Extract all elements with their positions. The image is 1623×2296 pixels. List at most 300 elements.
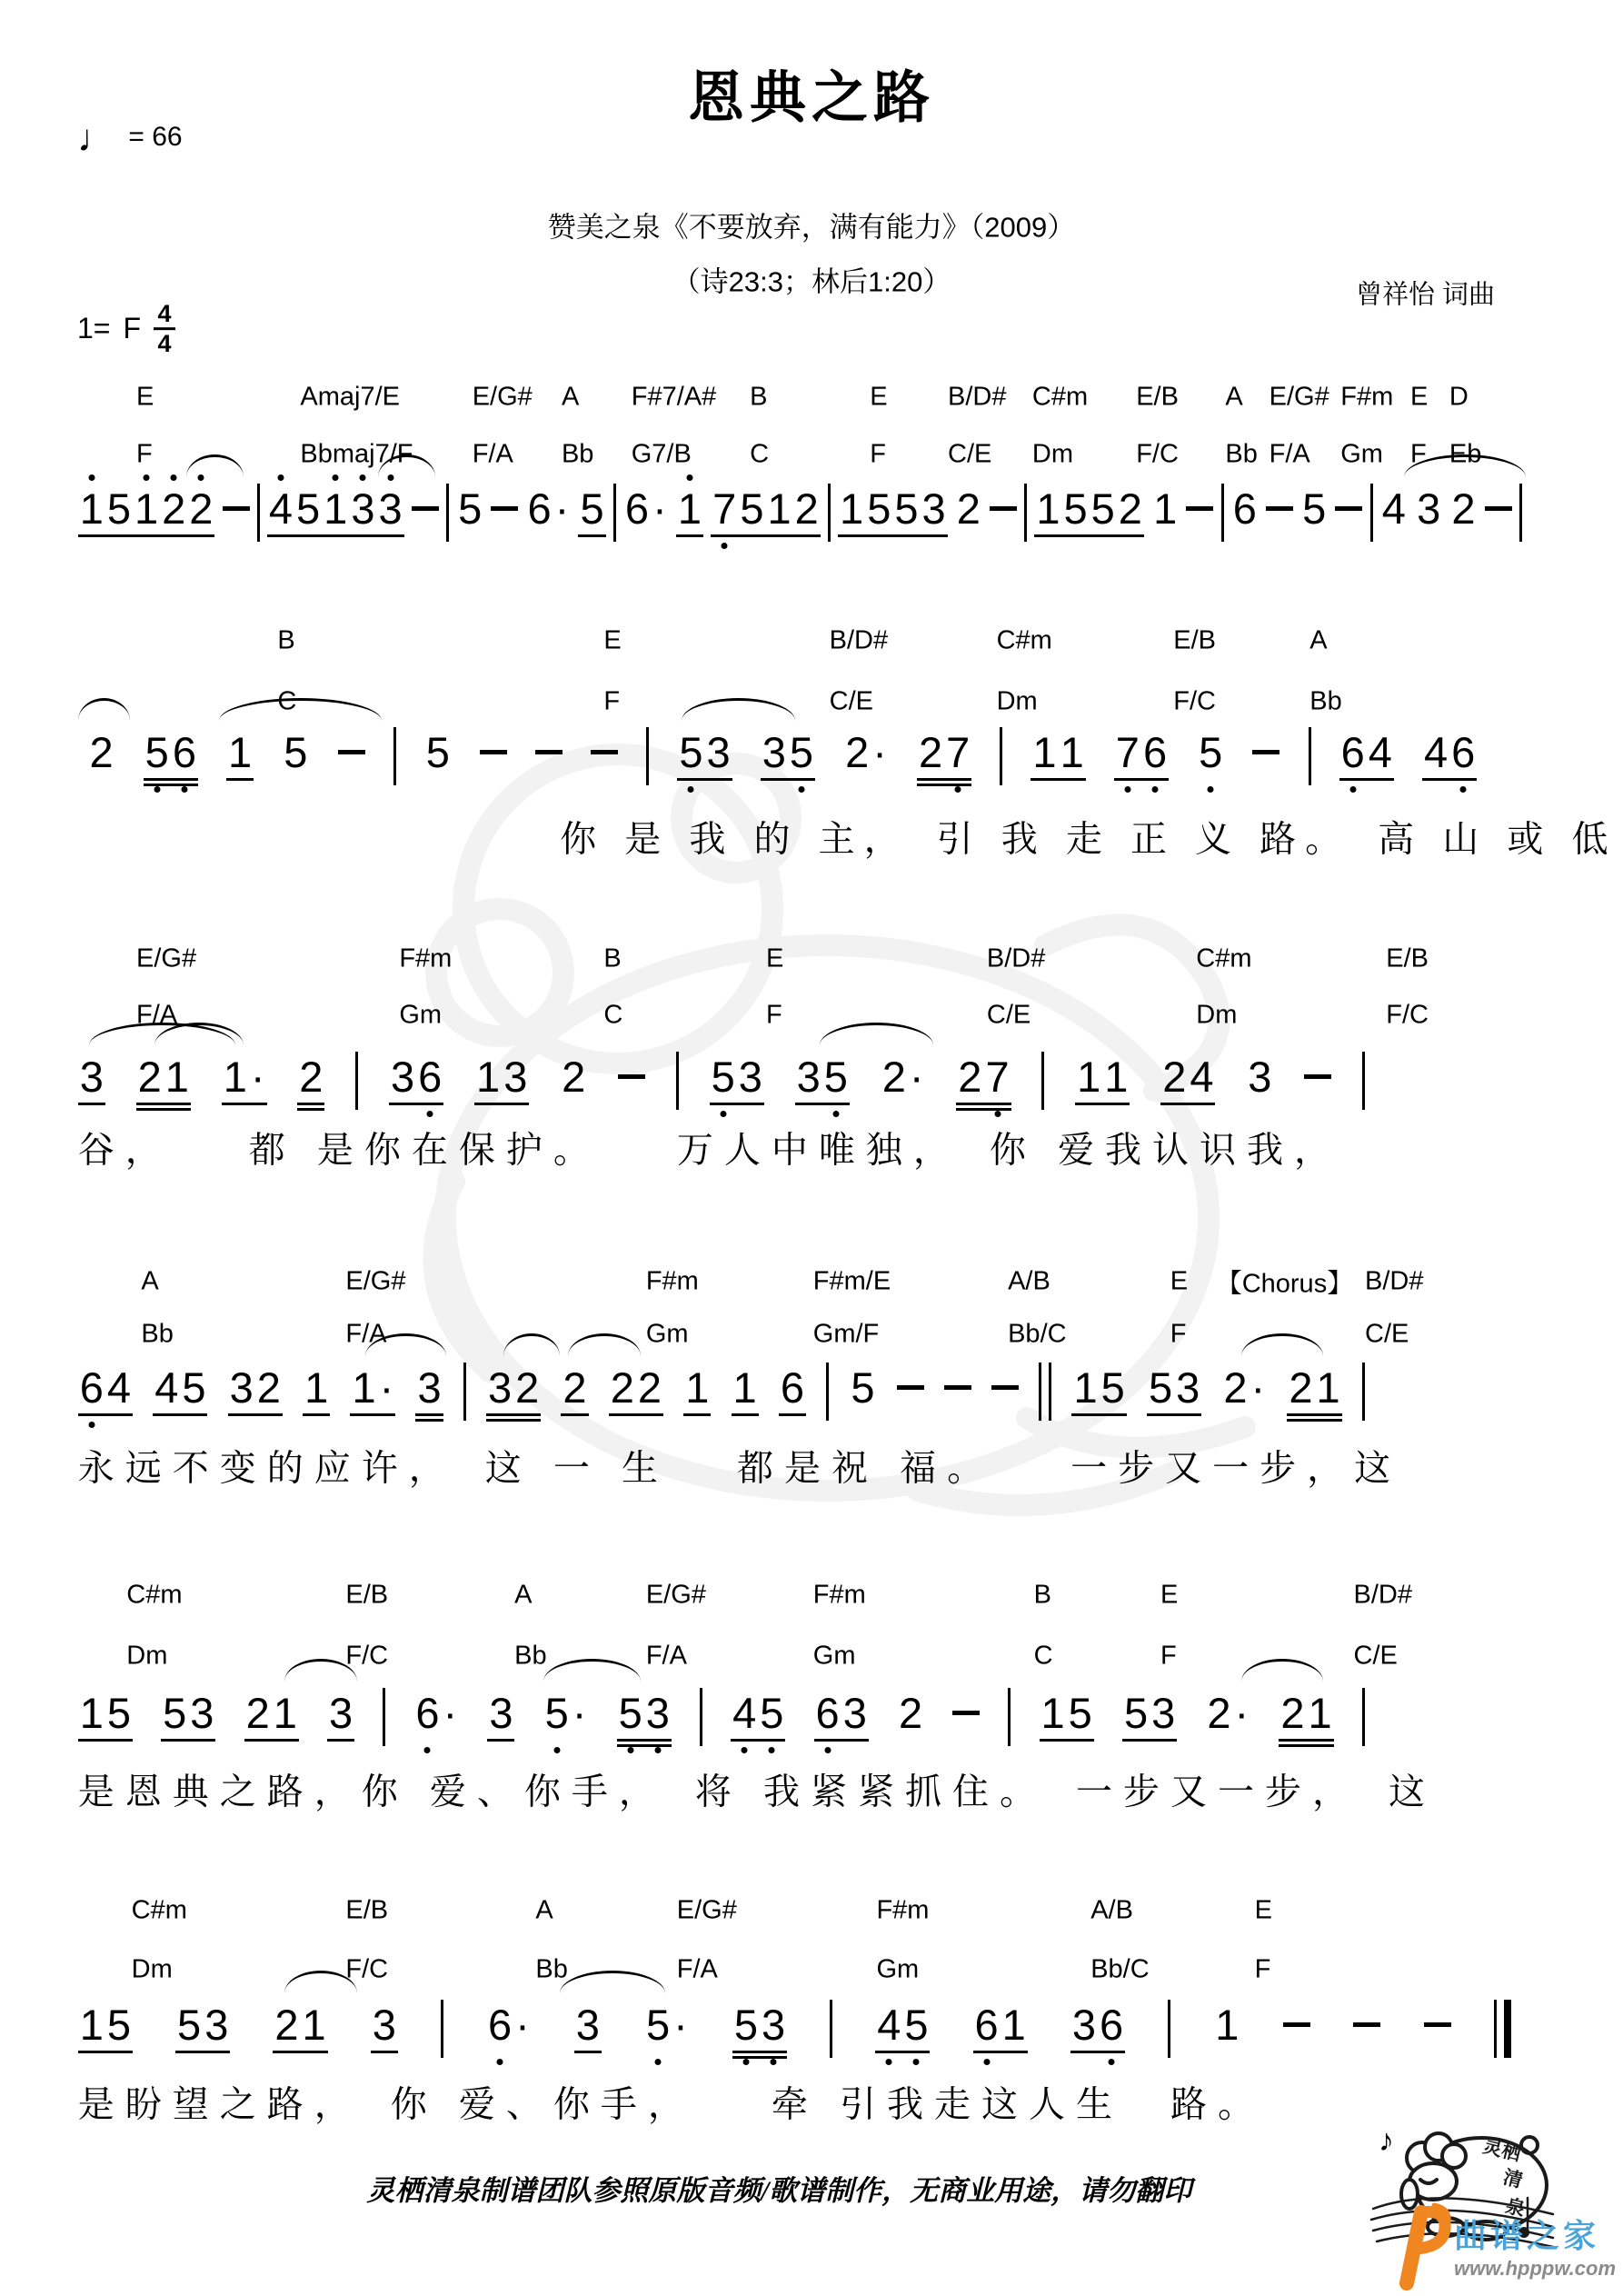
chord-label: B	[603, 943, 622, 973]
note-group: 7 6	[1114, 731, 1169, 781]
chord-label: A/B	[1090, 1895, 1133, 1925]
note-group: 3	[78, 1055, 105, 1105]
note-group: 5 3	[617, 1692, 672, 1742]
note-group: 6 3	[814, 1692, 869, 1742]
lyrics-line: 是盼望之路， 你 爱、你手， 牵 引我走这人生 路。	[77, 2084, 1265, 2125]
slur-arc	[568, 1333, 641, 1356]
chord-label: D	[1449, 382, 1469, 412]
octave-dot-below	[824, 1747, 831, 1753]
note-group: 5	[578, 487, 605, 537]
note-group: 2 7	[917, 731, 971, 781]
note-group: 3 5	[795, 1055, 850, 1105]
tempo-value: = 66	[128, 122, 183, 152]
note-group: 3 6	[389, 1055, 443, 1105]
slur-arc	[560, 1971, 665, 1993]
octave-dot-below	[654, 1747, 661, 1753]
chord-label: E/G#	[676, 1895, 737, 1925]
chord-label: B	[1033, 1580, 1052, 1610]
key-letter: F	[123, 312, 142, 345]
octave-dot-below	[722, 543, 728, 549]
dash-note	[1304, 1074, 1331, 1079]
lyrics-line: 永远不变的应许， 这 一 生 都是祝 福。 一步又一步，这	[77, 1448, 1402, 1489]
barline	[1309, 727, 1311, 785]
note-group: 1 5	[1071, 1366, 1126, 1416]
chord-label: E	[1160, 1580, 1179, 1610]
chord-label: F	[1170, 1319, 1187, 1349]
notation-line	[87, 728, 1477, 785]
barline	[1362, 1688, 1365, 1746]
chord-label: F	[870, 439, 886, 469]
chord-label: F/A	[645, 1641, 687, 1671]
chord-label: C/E	[1365, 1319, 1409, 1349]
chord-label: E/G#	[345, 1266, 406, 1296]
dash-note	[1283, 2022, 1310, 2027]
chord-label: C/E	[986, 1000, 1031, 1030]
stamp-text-1: 灵栖	[1480, 2135, 1523, 2166]
octave-dot-below	[1349, 786, 1356, 793]
chord-label: E/B	[345, 1580, 389, 1610]
chord-label: B/D#	[1353, 1580, 1412, 1610]
octave-dot-below	[1109, 2059, 1115, 2065]
note-group: 7 5 1 2	[711, 487, 821, 537]
barline	[383, 1688, 385, 1746]
barline	[826, 1363, 829, 1421]
dash-note	[1335, 506, 1362, 511]
note-group: 1	[303, 1366, 330, 1416]
chord-label: Bb	[1225, 439, 1258, 469]
octave-dot-below	[983, 2059, 990, 2065]
note-group: 5 3	[710, 1055, 764, 1105]
octave-dot-above	[198, 474, 204, 481]
slur-arc	[78, 698, 130, 721]
double-barline	[1039, 1363, 1051, 1421]
octave-dot-below	[1152, 786, 1159, 793]
chord-label: C#m	[1196, 943, 1252, 973]
chord-label: E/B	[1136, 382, 1179, 412]
barline	[1024, 484, 1027, 542]
octave-dot-below	[181, 786, 187, 793]
chord-label: A	[514, 1580, 533, 1610]
chord-label: B/D#	[986, 943, 1046, 973]
note-group: 3 5	[761, 731, 815, 781]
octave-dot-below	[886, 2059, 892, 2065]
note-group: 5 3	[175, 2003, 230, 2053]
chord-label: E	[136, 382, 154, 412]
chord-label: E/G#	[645, 1580, 706, 1610]
note-group: 2 1	[1279, 1692, 1333, 1742]
note-group: 5 6	[144, 731, 198, 781]
chord-label: F#m	[399, 943, 453, 973]
octave-dot-above	[88, 474, 95, 481]
note-group: 4 5 1 3 3	[267, 487, 404, 537]
dash-note	[952, 1711, 980, 1715]
chord-label: F/A	[136, 1000, 178, 1030]
note-group: 5	[425, 728, 450, 776]
barline	[463, 1363, 466, 1421]
chord-label: Gm	[1340, 439, 1383, 469]
octave-dot-above	[686, 474, 692, 481]
note-group: 2 2	[609, 1366, 663, 1416]
barline	[1362, 1052, 1365, 1110]
note-group: 1	[676, 487, 703, 537]
chord-label: F	[1254, 1954, 1271, 1984]
note-group: 1 5	[1040, 1692, 1094, 1742]
notation-line	[78, 2003, 1511, 2058]
barline	[257, 484, 260, 542]
octave-dot-below	[688, 786, 694, 793]
note-group: 1 5 1 2 2	[78, 487, 215, 537]
octave-dot-below	[913, 2059, 920, 2065]
dash-note	[491, 506, 518, 511]
chord-label: Gm	[876, 1954, 920, 1984]
chord-label: F	[136, 439, 153, 469]
dash-note	[591, 750, 618, 754]
chord-label: F/A	[1269, 439, 1310, 469]
note-group: 1 3	[474, 1055, 529, 1105]
dash-note	[990, 506, 1017, 511]
chord-label: A	[1309, 625, 1328, 655]
octave-dot-below	[955, 786, 961, 793]
chord-label: F/C	[1136, 439, 1179, 469]
dash-note	[944, 1385, 971, 1390]
chord-label: F/C	[1386, 1000, 1429, 1030]
note-group: 3	[415, 1366, 443, 1416]
chord-label: A	[561, 382, 580, 412]
key-signature	[77, 301, 175, 357]
chord-label: F/A	[472, 439, 513, 469]
barline	[676, 1052, 679, 1110]
chord-label: Bb/C	[1008, 1319, 1067, 1349]
note-group: 2 7	[956, 1055, 1011, 1105]
dash-note	[1353, 2022, 1380, 2027]
note-group: 4 5	[731, 1692, 785, 1742]
chord-label: Dm	[1031, 439, 1073, 469]
chord-label: B/D#	[1365, 1266, 1424, 1296]
chord-label: F/A	[345, 1319, 387, 1349]
barline	[355, 1052, 358, 1110]
dash-note	[1252, 750, 1279, 754]
slur-arc	[1241, 1333, 1322, 1356]
note-group: 2 1	[273, 2003, 327, 2053]
chord-label: F#m	[812, 1580, 866, 1610]
octave-dot-below	[427, 1111, 433, 1117]
lyrics-line: 谷， 都 是你在保护。 万人中唯独， 你 爱我认识我，	[77, 1130, 1341, 1171]
final-barline	[1494, 2000, 1511, 2058]
chord-label: Dm	[126, 1641, 168, 1671]
note-group: 3 2	[228, 1366, 283, 1416]
chord-label: A	[141, 1266, 159, 1296]
note-group: 5 ·	[644, 2003, 690, 2046]
barline	[646, 727, 649, 785]
scripture-reference: （诗23:3；林后1:20）	[672, 265, 951, 298]
subtitle: 赞美之泉《不要放弃，满有能力》（2009）	[547, 211, 1076, 244]
chord-label: F/C	[345, 1954, 389, 1984]
note-group: 6	[1232, 484, 1257, 533]
chord-label: A/B	[1008, 1266, 1050, 1296]
note-group: 4 5	[153, 1366, 207, 1416]
chord-label: Bb	[535, 1954, 568, 1984]
note-group: 4	[1381, 484, 1406, 533]
chord-label: F#m	[645, 1266, 699, 1296]
note-group: 2	[297, 1055, 324, 1105]
chord-label: Eb	[1449, 439, 1482, 469]
barline	[1041, 1052, 1044, 1110]
hpppw-logo-icon	[1381, 2200, 1454, 2291]
chord-label: C	[1033, 1641, 1053, 1671]
quarter-note-icon: ♩	[77, 116, 115, 159]
note-group: 2 ·	[845, 728, 887, 776]
note-group: 5	[1197, 731, 1224, 774]
note-group: 6 ·	[413, 1692, 459, 1734]
octave-dot-below	[720, 1111, 726, 1117]
barline	[830, 2000, 832, 2058]
note-group: 2	[89, 728, 114, 776]
note-group: 2 ·	[1223, 1363, 1266, 1412]
note-group: 3	[327, 1692, 354, 1742]
note-group: 3	[574, 2003, 602, 2053]
dash-note	[1424, 2022, 1451, 2027]
dash-note	[1186, 506, 1213, 511]
octave-dot-below	[742, 1747, 748, 1753]
chord-label: F	[603, 686, 621, 716]
chord-label: E	[870, 382, 888, 412]
slur-arc	[503, 1333, 561, 1356]
note-group: 6 ·	[624, 484, 667, 533]
note-group: 1 1	[1075, 1055, 1130, 1105]
octave-dot-below	[1460, 786, 1467, 793]
dash-note	[338, 750, 365, 754]
note-group: 2	[956, 484, 981, 533]
note-group: 1 5	[78, 1692, 133, 1742]
slur-arc	[186, 454, 244, 477]
chord-label: Gm	[399, 1000, 443, 1030]
chord-label: C/E	[829, 686, 873, 716]
note-group: 6	[779, 1366, 806, 1416]
chord-label: Gm	[812, 1641, 856, 1671]
stamp-text-2: 清	[1500, 2167, 1525, 2192]
chord-label: C/E	[1353, 1641, 1398, 1671]
barline	[613, 484, 616, 542]
octave-dot-below	[769, 1747, 775, 1753]
note-group: 6 4	[1339, 731, 1394, 781]
chord-label: C	[603, 1000, 623, 1030]
octave-dot-above	[277, 474, 284, 481]
slur-arc	[543, 1659, 641, 1682]
chord-label: E/G#	[1269, 382, 1329, 412]
lyrics-line: 你 是 我 的 主， 引 我 走 正 义 路。 高 山 或 低	[560, 819, 1618, 860]
song-title: 恩典之路	[687, 66, 935, 130]
chord-label: B/D#	[948, 382, 1007, 412]
octave-dot-below	[742, 2059, 749, 2065]
chord-label: C#m	[131, 1895, 187, 1925]
chord-label: F/A	[676, 1954, 718, 1984]
chord-label: E/G#	[136, 943, 197, 973]
note-group: 3	[371, 2003, 398, 2053]
note-group: 2	[1451, 484, 1476, 533]
note-group: 1 5 5 3	[838, 487, 948, 537]
chord-label: F#7/A#	[631, 382, 717, 412]
dash-note	[480, 750, 507, 754]
site-logo	[1381, 2200, 1616, 2291]
chord-label: F	[1410, 439, 1427, 469]
note-group: 5	[284, 728, 308, 776]
octave-dot-below	[1208, 786, 1214, 793]
barline	[446, 484, 449, 542]
notation-line	[78, 1055, 1365, 1110]
chord-label: C	[277, 686, 297, 716]
dash-note	[991, 1385, 1019, 1390]
octave-dot-above	[387, 474, 393, 481]
note-group: 1	[732, 1366, 759, 1416]
section-label-chorus: 【Chorus】	[1215, 1269, 1354, 1299]
chord-label: F/C	[345, 1641, 389, 1671]
note-group: 2 ·	[881, 1053, 924, 1101]
key-prefix: 1=	[77, 312, 111, 345]
barline	[1000, 727, 1002, 785]
octave-dot-below	[655, 2059, 662, 2065]
note-group: 5 3	[732, 2003, 787, 2053]
dash-note	[618, 1074, 645, 1079]
chord-label: E/B	[345, 1895, 389, 1925]
chord-label: F#m/E	[812, 1266, 891, 1296]
chord-label: A	[535, 1895, 553, 1925]
slur-arc	[1241, 1659, 1322, 1682]
chord-label: E/G#	[472, 382, 533, 412]
chord-label: E/B	[1386, 943, 1429, 973]
note-group: 5	[851, 1363, 875, 1412]
octave-dot-below	[154, 786, 160, 793]
chord-label: E	[1254, 1895, 1272, 1925]
octave-dot-above	[360, 474, 366, 481]
music-note-icon: ♪	[1379, 2123, 1394, 2158]
barline	[1168, 2000, 1170, 2058]
note-group: 2	[898, 1689, 923, 1737]
chord-label: Gm/F	[812, 1319, 880, 1349]
chord-label: Bb	[1309, 686, 1342, 716]
dash-note	[1485, 506, 1512, 511]
dash-note	[223, 506, 250, 511]
time-signature	[154, 301, 175, 357]
barline	[1221, 484, 1224, 542]
dash-note	[535, 750, 563, 754]
octave-dot-above	[171, 474, 177, 481]
chord-label: Amaj7/E	[300, 382, 401, 412]
octave-dot-below	[771, 2059, 777, 2065]
chord-label: Bb	[514, 1641, 547, 1671]
octave-dot-above	[144, 474, 150, 481]
octave-dot-above	[333, 474, 339, 481]
copyright-note: 灵栖清泉制谱团队参照原版音频/歌谱制作，无商业用途，请勿翻印	[366, 2174, 1192, 2207]
note-group: 2 4	[1160, 1055, 1215, 1105]
chord-label: C#m	[996, 625, 1052, 655]
notation-line	[78, 1689, 1365, 1746]
chord-label: F	[1160, 1641, 1177, 1671]
note-group: 2	[561, 1366, 588, 1416]
note-group: 2 1	[136, 1055, 191, 1105]
chord-label: Bbmaj7/F	[300, 439, 413, 469]
time-denominator: 4	[157, 330, 172, 358]
octave-dot-below	[424, 1747, 431, 1753]
barline	[1370, 484, 1373, 542]
composer-credit: 曾祥怡 词曲	[1355, 280, 1495, 310]
note-group: 3 2	[486, 1366, 541, 1416]
dash-note	[412, 506, 439, 511]
chord-label: C/E	[948, 439, 992, 469]
chord-label: C#m	[126, 1580, 183, 1610]
note-group: 5 3	[1147, 1366, 1201, 1416]
barline	[1519, 484, 1522, 542]
chord-label: Gm	[645, 1319, 689, 1349]
site-name: 曲谱之家	[1453, 2217, 1599, 2254]
octave-dot-below	[1124, 786, 1130, 793]
barline	[700, 1688, 702, 1746]
chord-label: Bb/C	[1090, 1954, 1150, 1984]
note-group: 3	[1248, 1053, 1272, 1101]
barline	[1008, 1688, 1011, 1746]
note-group: 2	[562, 1053, 586, 1101]
chord-label: Dm	[131, 1954, 173, 1984]
chord-label: E	[765, 943, 784, 973]
note-group: 1	[683, 1366, 711, 1416]
note-group: 1	[226, 731, 254, 781]
note-group: 5 ·	[543, 1692, 589, 1734]
note-group: 4 6	[1422, 731, 1477, 781]
octave-dot-below	[553, 1747, 560, 1753]
note-group: 3 6	[1070, 2003, 1125, 2053]
octave-dot-below	[627, 1747, 633, 1753]
note-group: 6 ·	[486, 2003, 532, 2046]
stamp-text-3: 泉	[1503, 2195, 1528, 2221]
note-group: 2 1	[244, 1692, 299, 1742]
chord-label: F/C	[1173, 686, 1216, 716]
dash-note	[897, 1385, 924, 1390]
chord-label: F	[765, 1000, 782, 1030]
note-group: 1 5 5 2	[1034, 487, 1144, 537]
note-group: 1 ·	[350, 1366, 395, 1416]
note-group: 6 ·	[527, 484, 570, 533]
note-group: 2 1	[1287, 1366, 1341, 1416]
note-group: 1 1	[1031, 731, 1085, 781]
slur-arc	[219, 698, 382, 721]
time-numerator: 4	[157, 300, 172, 328]
octave-dot-below	[497, 2059, 503, 2065]
dash-note	[1266, 506, 1293, 511]
tempo-marking	[77, 116, 183, 160]
note-group: 5	[458, 484, 483, 533]
chord-label: C	[750, 439, 770, 469]
note-group: 3	[1417, 484, 1441, 533]
note-group: 5 3	[161, 1692, 215, 1742]
chord-label: A	[1225, 382, 1243, 412]
note-group: 1	[1215, 2001, 1240, 2049]
chord-label: F#m	[876, 1895, 930, 1925]
chord-label: B	[277, 625, 295, 655]
slur-arc	[820, 1023, 933, 1045]
lyrics-line: 是恩典之路，你 爱、你手， 将 我紧紧抓住。 一步又一步， 这	[77, 1772, 1436, 1812]
note-group: 3	[487, 1692, 514, 1742]
note-group: 1 ·	[222, 1055, 267, 1105]
barline	[828, 484, 831, 542]
chord-label: C#m	[1031, 382, 1089, 412]
slur-arc	[682, 698, 795, 721]
octave-dot-below	[88, 1422, 95, 1428]
chord-label: E	[1170, 1266, 1189, 1296]
chord-label: E/B	[1173, 625, 1217, 655]
octave-dot-below	[798, 786, 804, 793]
chord-label: Dm	[996, 686, 1038, 716]
note-group: 1	[1153, 484, 1178, 533]
notation-line	[78, 484, 1523, 542]
